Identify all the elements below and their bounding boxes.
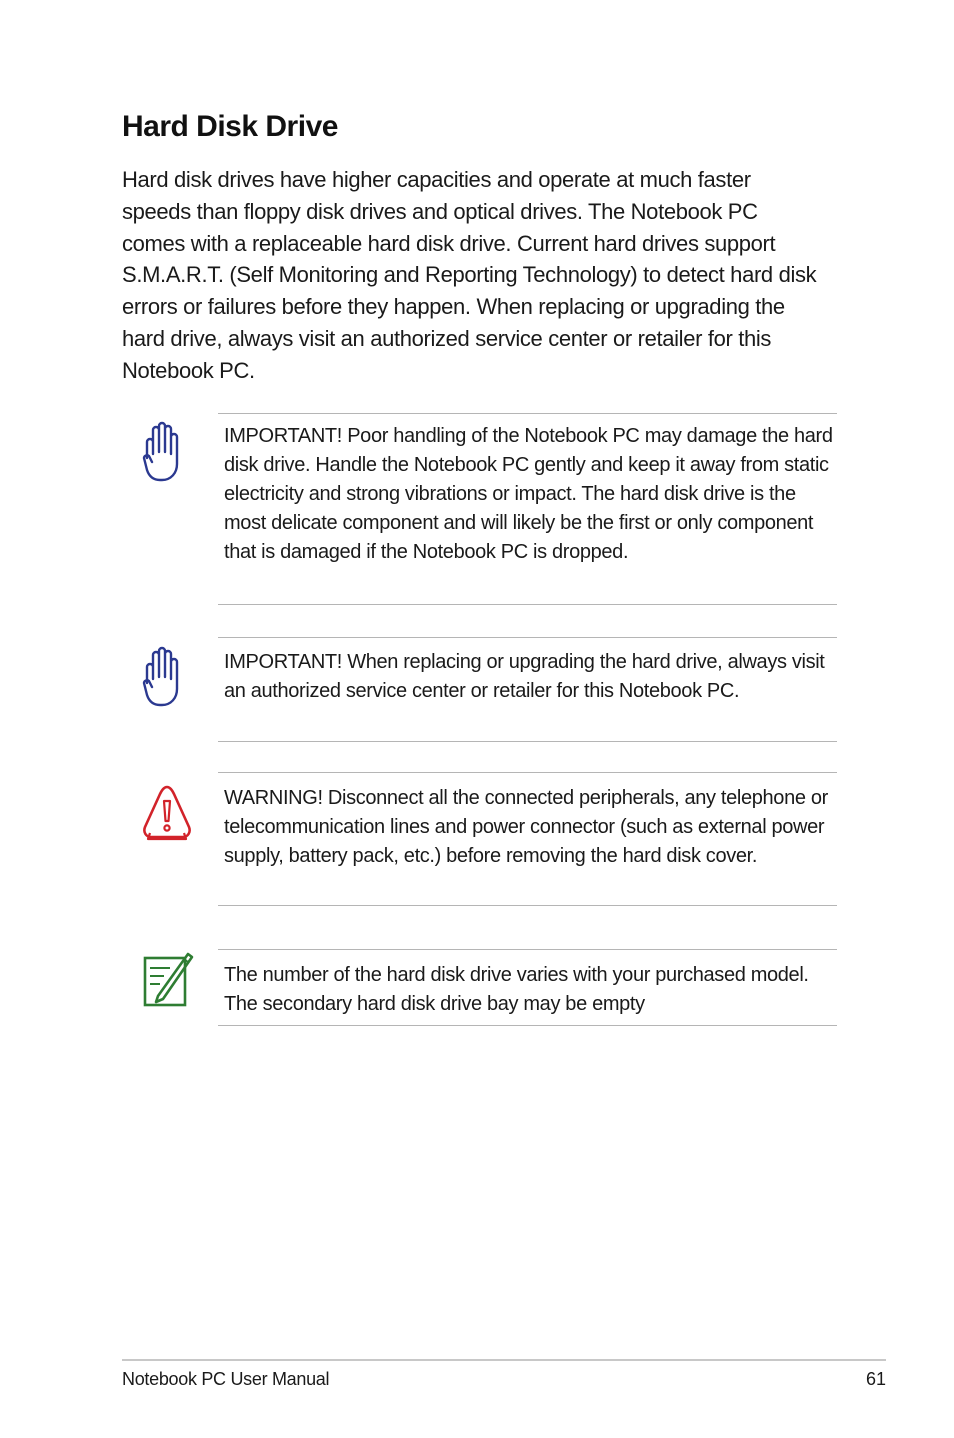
notice-text: WARNING! Disconnect all the connected peripherals, any telephone or telecommunication lines and power connector (such as external power supply, battery pack, etc.) before removing the hard disk cover. xyxy=(224,787,828,867)
warning-notice-disconnect xyxy=(218,772,837,906)
notice-text: The number of the hard disk drive varies with your purchased model. The secondary hard disk drive bay may be empty xyxy=(224,964,809,1015)
important-notice-service xyxy=(218,637,837,742)
hand-stop-icon xyxy=(138,420,190,486)
footer-page-number: 61 xyxy=(865,1369,886,1389)
footer-manual-title: Notebook PC User Manual xyxy=(122,1369,330,1389)
note-pencil-icon xyxy=(142,948,194,1010)
warning-triangle-icon xyxy=(140,783,194,843)
note-notice-drive-count xyxy=(218,949,837,1026)
notice-text: IMPORTANT! When replacing or upgrading the hard drive, always visit an authorized service center or retailer for this Notebook PC. xyxy=(224,651,825,702)
hand-stop-icon xyxy=(138,645,190,711)
important-notice-handling xyxy=(218,413,837,605)
intro-paragraph: Hard disk drives have higher capacities and operate at much faster speeds than floppy disk drives and optical drives. The Notebook PC comes with a replaceable hard disk drive. Current hard drives support S.M.A.R.T. (Self Monitoring and Reporting Technology) to detect hard disk errors or failures before they happen. When replacing or upgrading the hard drive, always visit an authorized service center or retailer for this Notebook PC. xyxy=(122,167,817,383)
footer-divider xyxy=(122,1359,886,1361)
page-title: Hard Disk Drive xyxy=(122,110,338,143)
notice-text: IMPORTANT! Poor handling of the Notebook PC may damage the hard disk drive. Handle the Notebook PC gently and keep it away from static electricity and strong vibrations or impact. The hard disk drive is the most delicate component and will likely be the first or only component that is damaged if the Notebook PC is dropped. xyxy=(224,425,833,563)
